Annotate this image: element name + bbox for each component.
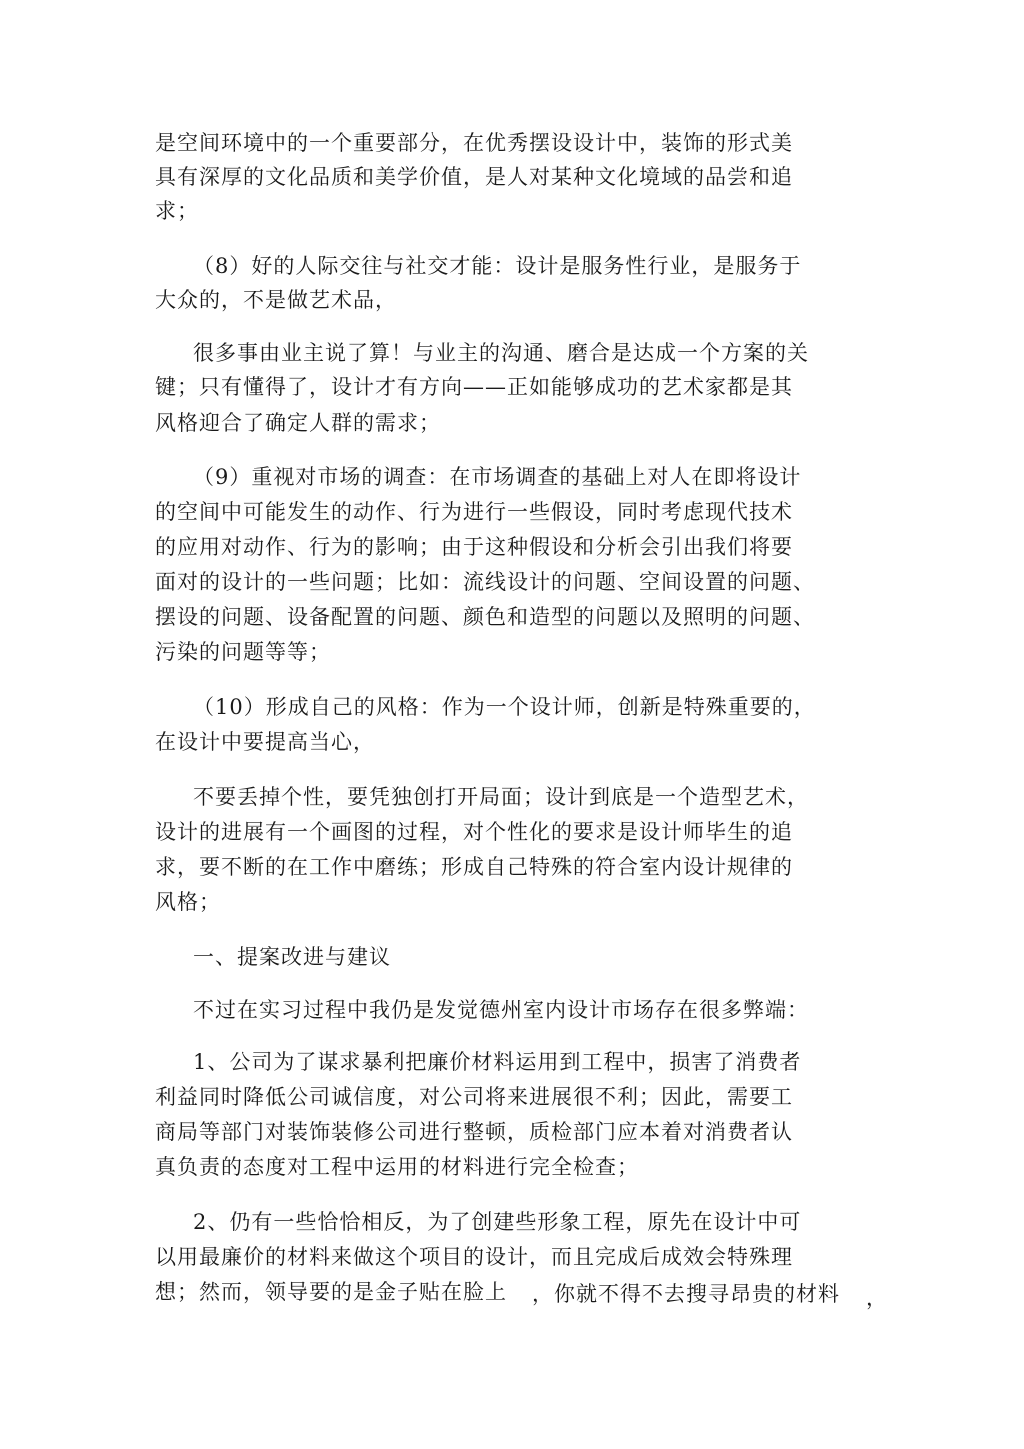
text-line: 1、公司为了谋求暴利把廉价材料运用到工程中，损害了消费者 (193, 1050, 802, 1074)
text-line: 求； (155, 199, 199, 223)
text-line-fragment: ，你就不得不去搜寻昂贵的材料 (532, 1282, 840, 1306)
section-heading: 一、提案改进与建议 (193, 945, 391, 969)
text-line-fragment: ， (866, 1286, 888, 1310)
text-line: （9）重视对市场的调查：在市场调查的基础上对人在即将设计 (193, 465, 802, 489)
text-line: 具有深厚的文化品质和美学价值，是人对某种文化境域的品尝和追 (155, 165, 793, 189)
text-line: 键；只有懂得了，设计才有方向——正如能够成功的艺术家都是其 (155, 375, 793, 399)
text-line: 以用最廉价的材料来做这个项目的设计，而且完成后成效会特殊理 (155, 1245, 793, 1269)
text-line: 是空间环境中的一个重要部分，在优秀摆设设计中，装饰的形式美 (155, 131, 793, 155)
text-line: 很多事由业主说了算！与业主的沟通、磨合是达成一个方案的关 (193, 341, 809, 365)
text-line: 污染的问题等等； (155, 640, 331, 664)
text-line: 的应用对动作、行为的影响；由于这种假设和分析会引出我们将要 (155, 535, 793, 559)
text-line: 的空间中可能发生的动作、行为进行一些假设，同时考虑现代技术 (155, 500, 793, 524)
text-line: 不过在实习过程中我仍是发觉德州室内设计市场存在很多弊端： (193, 998, 809, 1022)
text-line: 大众的，不是做艺术品， (155, 288, 397, 312)
text-line: 不要丢掉个性，要凭独创打开局面；设计到底是一个造型艺术， (193, 785, 809, 809)
text-line: 2、仍有一些恰恰相反，为了创建些形象工程，原先在设计中可 (193, 1210, 802, 1234)
text-line: 风格； (155, 890, 221, 914)
text-line: 利益同时降低公司诚信度，对公司将来进展很不利；因此，需要工 (155, 1085, 793, 1109)
text-line: 风格迎合了确定人群的需求； (155, 411, 441, 435)
text-line: 商局等部门对装饰装修公司进行整顿，质检部门应本着对消费者认 (155, 1120, 793, 1144)
text-line: （10）形成自己的风格：作为一个设计师，创新是特殊重要的， (193, 695, 816, 719)
text-line: 真负责的态度对工程中运用的材料进行完全检查； (155, 1155, 639, 1179)
text-line: （8）好的人际交往与社交才能：设计是服务性行业，是服务于 (193, 254, 802, 278)
text-line: 在设计中要提高当心， (155, 730, 375, 754)
text-line: 面对的设计的一些问题；比如：流线设计的问题、空间设置的问题、 (155, 570, 815, 594)
text-line: 求，要不断的在工作中磨练；形成自己特殊的符合室内设计规律的 (155, 855, 793, 879)
text-line-fragment: 想；然而，领导要的是金子贴在脸上 (155, 1280, 507, 1304)
text-line: 摆设的问题、设备配置的问题、颜色和造型的问题以及照明的问题、 (155, 605, 815, 629)
text-line: 设计的进展有一个画图的过程，对个性化的要求是设计师毕生的追 (155, 820, 793, 844)
